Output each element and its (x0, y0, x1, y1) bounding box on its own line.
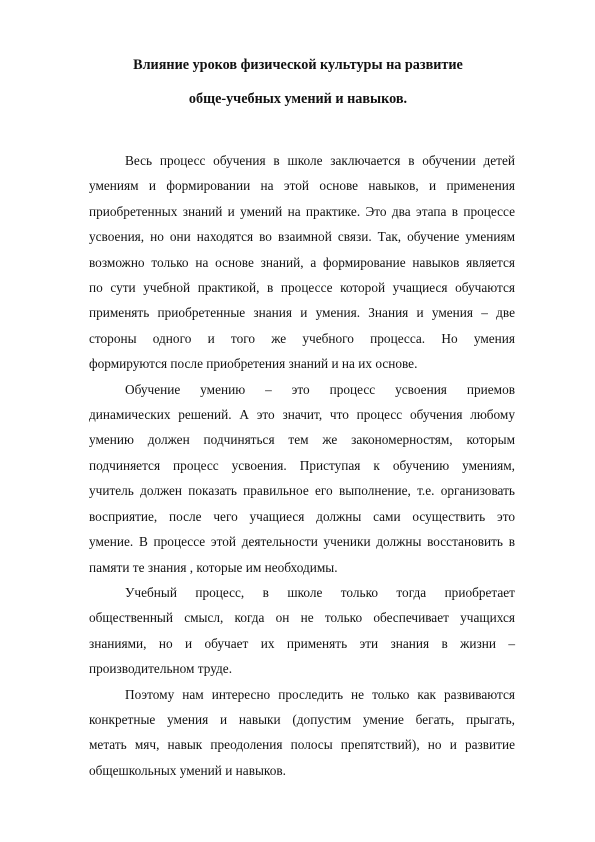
paragraph-line: по сути учебной практикой, в процессе которой учащиеся обучаются (89, 280, 515, 296)
paragraph-line: конкретные умения и навыки (допустим умение бегать, прыгать, (89, 711, 515, 727)
paragraph-line: восприятие, после чего учащиеся должны сами осуществить это (89, 508, 515, 524)
paragraph-line: применять приобретенные знания и умения. Знания и умения – две (89, 305, 515, 321)
paragraph-line: умение. В процессе этой деятельности ученики должны восстановить в (89, 534, 515, 550)
paragraph-4 (89, 682, 515, 784)
paragraph-1 (89, 148, 515, 377)
paragraph-line: умениям и формировании на этой основе навыков, и применения (89, 178, 515, 194)
paragraph-line: формируются после приобретения знаний и на их основе. (89, 356, 418, 372)
paragraph-line: динамических решений. А это значит, что процесс обучения любому (89, 407, 515, 423)
document-title-line-1: Влияние уроков физической культуры на развитие (133, 57, 463, 73)
paragraph-line: памяти те знания , которые им необходимы. (89, 559, 338, 575)
paragraph-line: стороны одного и того же учебного процесса. Но умения (89, 330, 515, 346)
paragraph-line: приобретенных знаний и умений на практике. Это два этапа в процессе (89, 203, 515, 219)
paragraph-line: общественный смысл, когда он не только обеспечивает учащихся (89, 610, 515, 626)
paragraph-line: Учебный процесс, в школе только тогда приобретает (125, 584, 515, 600)
paragraph-line: знаниями, но и обучает их применять эти знания в жизни – (89, 635, 515, 651)
paragraph-line: подчиняется процесс усвоения. Приступая к обучению умениям, (89, 457, 515, 473)
paragraph-line: метать мяч, навык преодоления полосы препятствий), но и развитие (89, 737, 515, 753)
paragraph-2 (89, 377, 515, 580)
document-body (89, 148, 515, 783)
paragraph-line: Весь процесс обучения в школе заключается в обучении детей (125, 153, 515, 168)
paragraph-line: возможно только на основе знаний, а формирование навыков является (89, 254, 515, 270)
paragraph-line: учитель должен показать правильное его выполнение, т.е. организовать (89, 483, 515, 499)
paragraph-3 (89, 580, 515, 682)
paragraph-line: умению должен подчиняться тем же закономерностям, которым (89, 432, 515, 448)
paragraph-line: общешкольных умений и навыков. (89, 762, 286, 778)
document-title-line-2: обще-учебных умений и навыков. (188, 91, 408, 107)
paragraph-line: Обучение умению – это процесс усвоения приемов (125, 381, 515, 397)
paragraph-line: усвоения, но они находятся во взаимной связи. Так, обучение умениям (89, 229, 515, 245)
paragraph-line: производительном труде. (89, 661, 233, 677)
paragraph-line: Поэтому нам интересно проследить не только как развиваются (125, 686, 515, 702)
